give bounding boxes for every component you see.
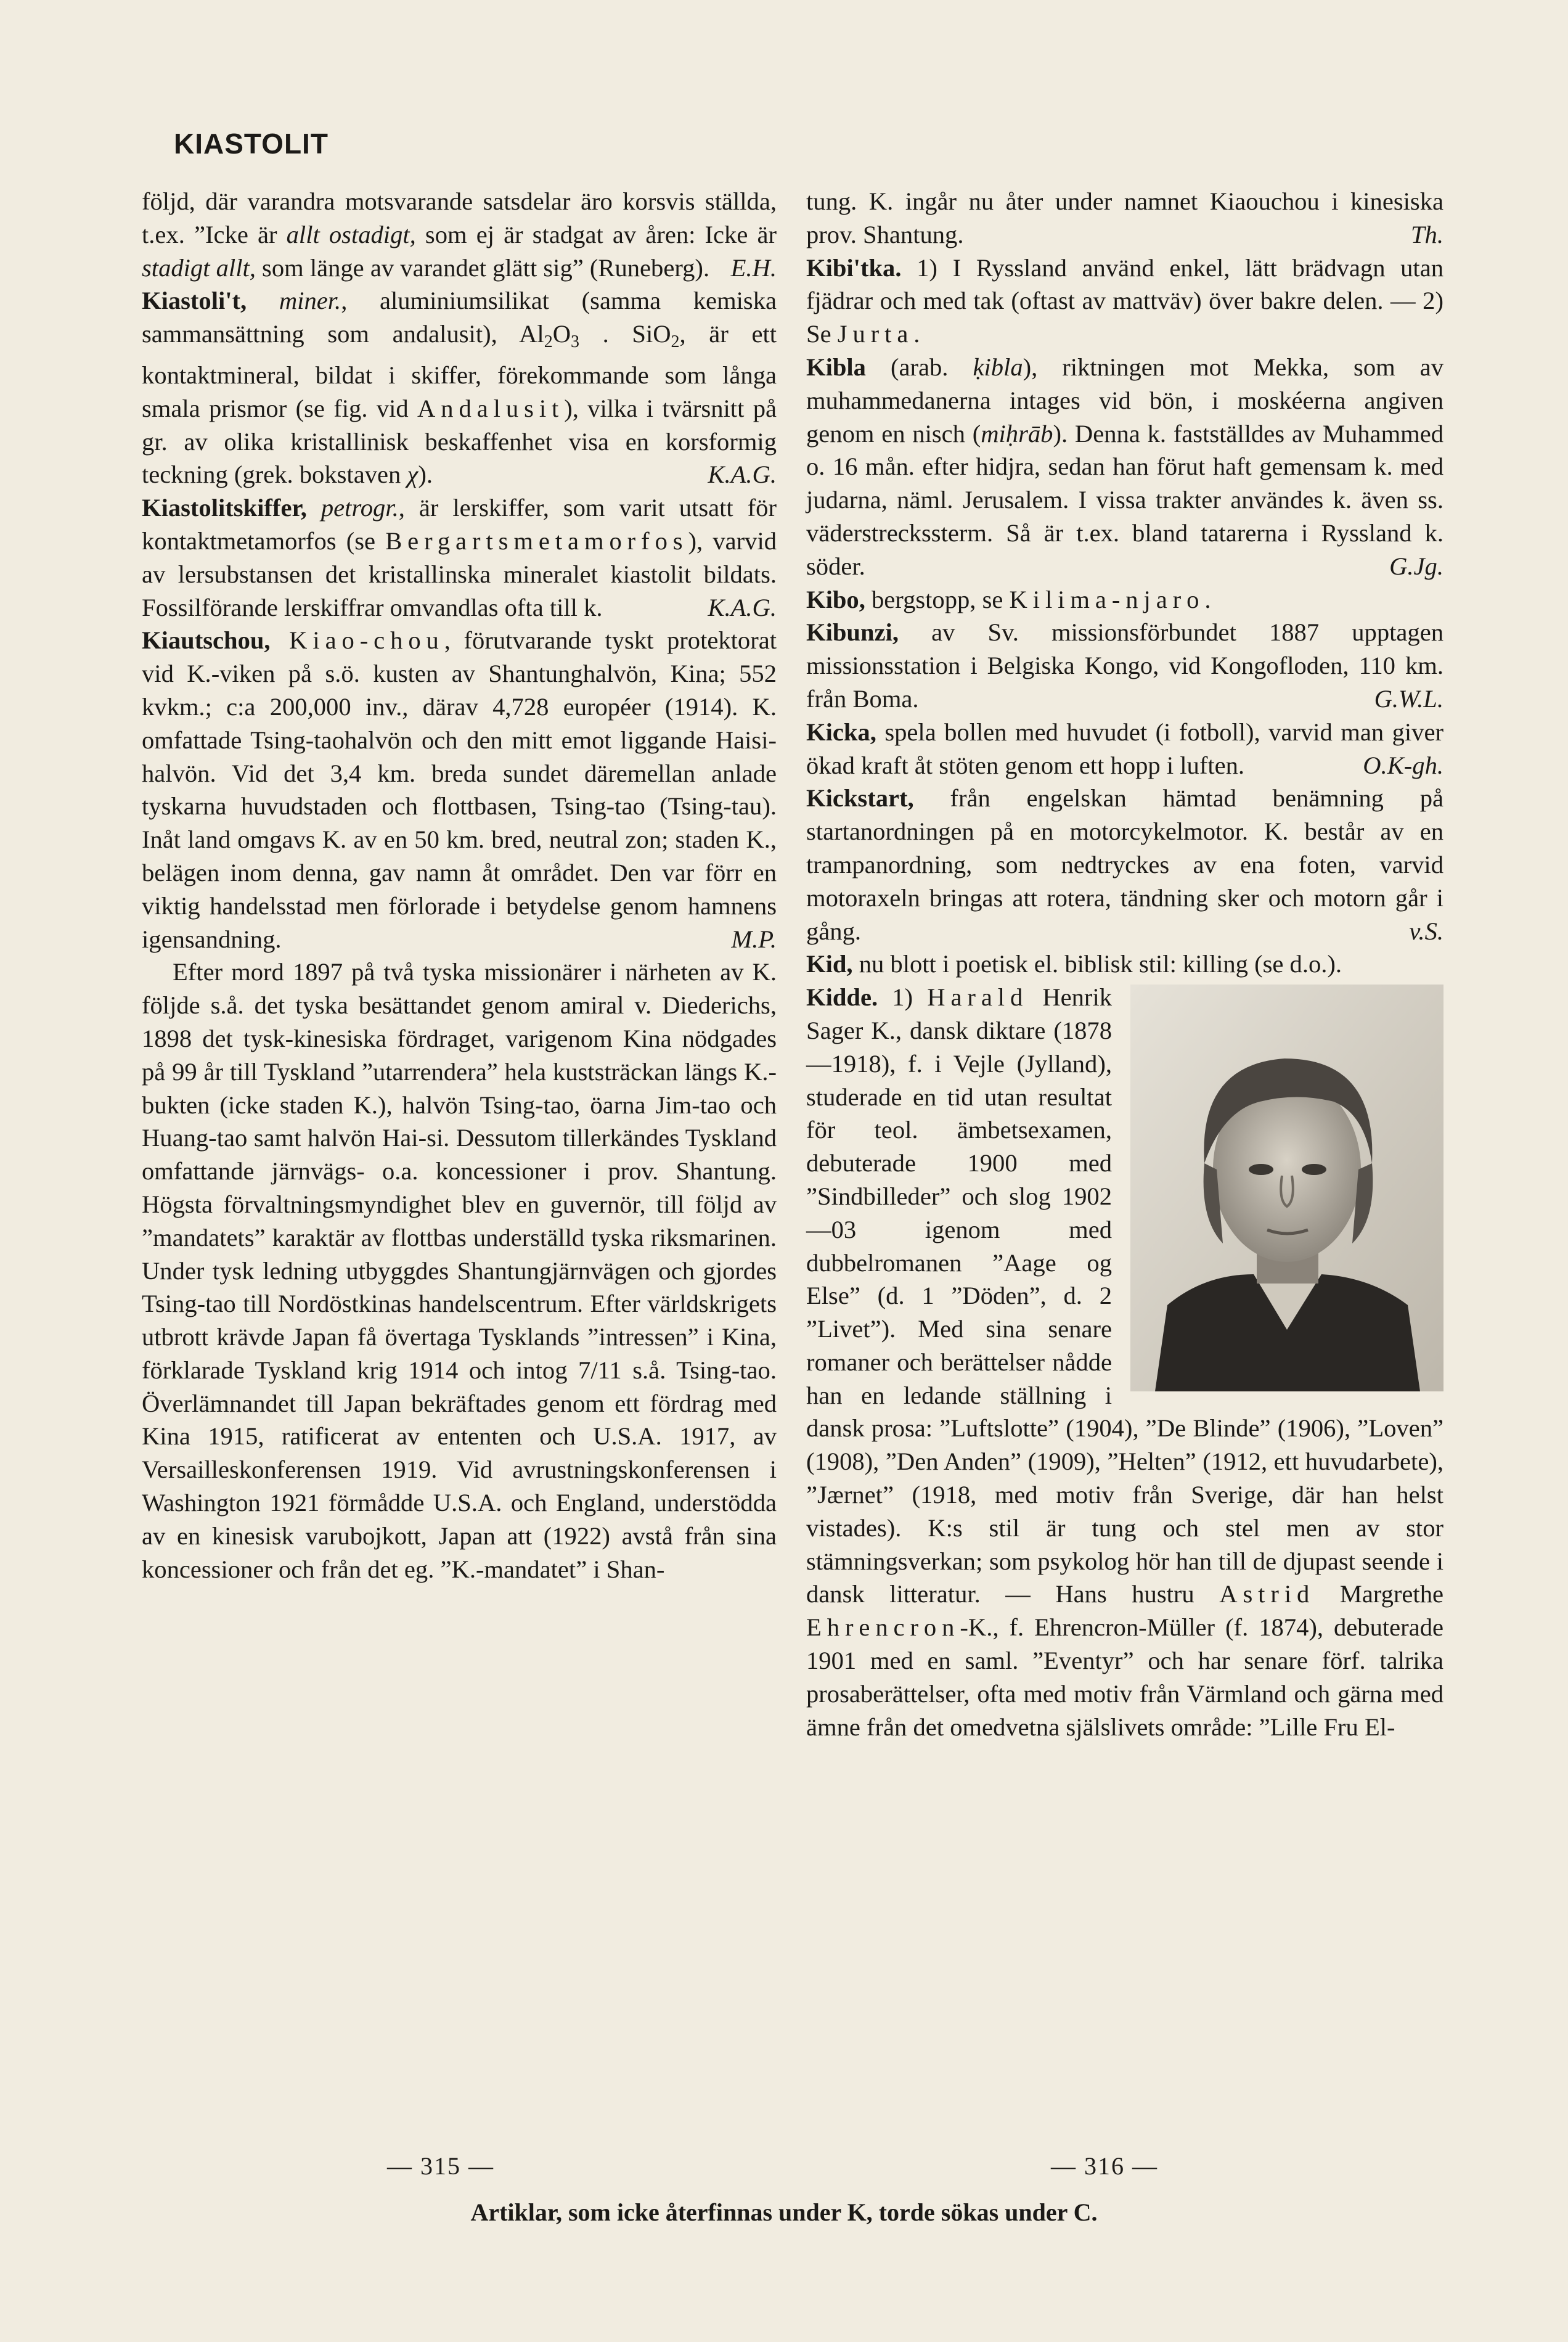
entry-kid: Kid, nu blott i poetisk el. biblisk stil: killing (se d.o.). xyxy=(806,950,1342,978)
portrait-illustration xyxy=(1130,985,1443,1391)
left-column xyxy=(142,185,777,1586)
entry-kidde: Kidde. 1) Harald Henrik Sager K., dansk diktare (1878—1918), f. i Vejle (Jylland), studerade en tid utan resultat för teol. ämbetsexamen, debuterade 1900 med ”Sindbilleder” och slog 1902—03 igenom med dubbelromanen ”Aage og Else” (d. 1 ”Döden”, d. 2 ”Livet”). Med sina senare romaner och berättelser nådde han en ledande ställning i dansk prosa: ”Luftslotte” (1904), ”De Blinde” (1906), ”Loven” (1908), ”Den Anden” (1909), ”Helten” (1912, ett huvudarbete), ”Jærnet” (1918, med motiv från Sverige, där han helst vistades). K:s stil är tung och stel men av stor stämningsverkan; som psykolog hör han till de djupast seende i dansk litteratur. — Hans hustru Astrid Margrethe Ehrencron-K., f. Ehrencron-Müller (f. 1874), debuterade 1901 med en saml. ”Eventyr” och har senare förf. talrika prosaberättelser, ofta med motiv från Värmland och gärna med ämne från det omedvetna själslivets område: ”Lille Fru El- xyxy=(806,983,1444,1741)
page-number-left: — 315 — xyxy=(387,2152,494,2180)
headword: Kidde. xyxy=(806,983,878,1012)
headword: Kickstart, xyxy=(806,784,914,813)
headword: Kibunzi, xyxy=(806,618,899,647)
entry-continuation: följd, där varandra motsvarande satsdelar äro korsvis ställda, t.ex. ”Icke är allt ostadigt, som ej är stadgat av åren: Icke är stadigt allt, som länge av varandet glätt sig” (Runeberg). E.H. xyxy=(142,185,777,284)
portrait-photo xyxy=(1130,985,1443,1391)
headword: Kicka, xyxy=(806,718,876,746)
page-number-right: — 316 — xyxy=(1051,2152,1158,2180)
footer-note: Artiklar, som icke återfinnas under K, torde sökas under C. xyxy=(470,2198,1098,2226)
headword: Kibi'tka. xyxy=(806,253,902,282)
author-signature: v.S. xyxy=(1409,917,1443,945)
author-signature: G.Jg. xyxy=(1389,552,1443,580)
entry-kicka: Kicka, spela bollen med huvudet (i fotboll), varvid man giver ökad kraft åt stöten genom ett hopp i luften. O.K-gh. xyxy=(806,716,1443,782)
entry-kiautschou: Kiautschou, Kiao-chou, förutvarande tyskt protektorat vid K.-viken på s.ö. kusten av Shantunghalvön, Kina; 552 kvkm.; c:a 200,000 inv., därav 4,728 européer (1914). K. omfattade Tsing-taohalvön och den mitt emot liggande Haisi-halvön. Vid det 3,4 km. breda sundet däremellan anlade tyskarna huvudstaden och flottbasen, Tsing-tao (Tsing-tau). Inåt land omgavs K. av en 50 km. bred, neutral zon; staden K., belägen inom denna, gav namn åt området. Den var förr en viktig handelsstad men förlorade i betydelse genom hamnens igensandning. M.P. xyxy=(142,624,777,956)
right-column xyxy=(806,185,1443,1743)
author-signature: K.A.G. xyxy=(708,461,777,489)
running-header: KIASTOLIT xyxy=(174,128,329,160)
author-signature: Th. xyxy=(1410,220,1443,248)
headword: Kibo, xyxy=(806,585,865,613)
author-signature: G.W.L. xyxy=(1374,684,1443,713)
headword: Kiastolitskiffer, xyxy=(142,494,307,522)
entry-kiastolitskiffer: Kiastolitskiffer, petrogr., är lerskiffer, som varit utsatt för kontaktmetamorfos (se Bergartsmetamorfos), varvid av lersubstansen det kristallinska mineralet kiastolit bildats. Fossilförande lerskiffrar omvandlas ofta till k. K.A.G. xyxy=(142,491,777,624)
author-signature: M.P. xyxy=(731,925,777,953)
entry-kickstart: Kickstart, från engelskan hämtad benämning på startanordningen på en motorcykelmotor. K. består av en trampanordning, som nedtryckes av ena foten, varvid motoraxeln bringas att rotera, tändning sker och motorn går i gång. v.S. xyxy=(806,782,1443,948)
entry-kibitka: Kibi'tka. 1) I Ryssland använd enkel, lätt brädvagn utan fjädrar och med tak (oftast av mattväv) över bakre delen. — 2) Se Jurta. xyxy=(806,253,1443,348)
entry-kibo: Kibo, bergstopp, se Kilima-njaro. xyxy=(806,585,1211,613)
author-signature: K.A.G. xyxy=(708,593,777,621)
headword: Kiastoli't, xyxy=(142,287,247,315)
headword: Kiautschou, xyxy=(142,626,271,655)
entry-kiautschou-history: Efter mord 1897 på två tyska missionärer i närheten av K. följde s.å. det tyska besättandet genom amiral v. Diederichs, 1898 det tysk-kinesiska fördraget, varigenom Kina nödgades på 99 år till Tyskland ”utarrendera” hela kuststräckan längs K.-bukten (icke staden K.), halvön Tsing-tao, öarna Jim-tao och Huang-tao samt halvön Hai-si. Dessutom tillerkändes Tyskland omfattande järnvägs- o.a. koncessioner i prov. Shantung. Högsta förvaltningsmyndighet blev en guvernör, till följd av ”mandatets” karaktär av flottbas underställd tyska riksmarinen. Under tysk ledning utbyggdes Shantungjärnvägen och gjordes Tsing-tao till Nordöstkinas handelscentrum. Efter världskrigets utbrott krävde Japan få övertaga Tysklands ”intressen” i Kina, förklarade Tyskland krig 1914 och intog 7/11 s.å. Tsing-tao. Överlämnandet till Japan bekräftades genom ett fördrag med Kina 1915, ratificerat av ententen och U.S.A. 1917, av Versailleskonferensen 1919. Vid avrustningskonferensen i Washington 1921 förmådde U.S.A. och England, understödda av en kinesisk varubojkott, Japan att (1922) avstå från sina koncessioner och från det eg. ”K.-mandatet” i Shan- xyxy=(142,958,777,1583)
author-signature: E.H. xyxy=(730,253,777,282)
author-signature: O.K-gh. xyxy=(1363,751,1443,779)
entry-kibla: Kibla (arab. ḳibla), riktningen mot Mekka, som av muhammedanerna intages vid bön, i moskéerna angiven genom en nisch (miḥrāb). Denna k. fastställdes av Muhammed o. 16 mån. efter hidjra, sedan han förut haft gemensam k. med judarna, näml. Jerusalem. I vissa trakter användes k. även ss. väderstreckssterm. Så är t.ex. bland tatarerna i Ryssland k. söder. G.Jg. xyxy=(806,351,1443,583)
entry-continuation: tung. K. ingår nu åter under namnet Kiaouchou i kinesiska prov. Shantung. Th. xyxy=(806,185,1443,252)
entry-kibunzi: Kibunzi, av Sv. missionsförbundet 1887 upptagen missionsstation i Belgiska Kongo, vid Kongofloden, 110 km. från Boma. G.W.L. xyxy=(806,616,1443,715)
entry-kiastolit: Kiastoli't, miner., aluminiumsilikat (samma kemiska sammansättning som andalusit), $Al_2O_3$ . SiO$_2$, är ett kontaktmineral, bildat i skiffer, förekommande som långa smala prismor (se fig. vid Andalusit), vilka i tvärsnitt på gr. av olika kristallinisk beskaffenhet visa en korsformig teckning (grek. bokstaven χ). K.A.G. xyxy=(142,284,777,491)
headword: Kid, xyxy=(806,950,853,978)
headword: Kibla xyxy=(806,353,866,381)
